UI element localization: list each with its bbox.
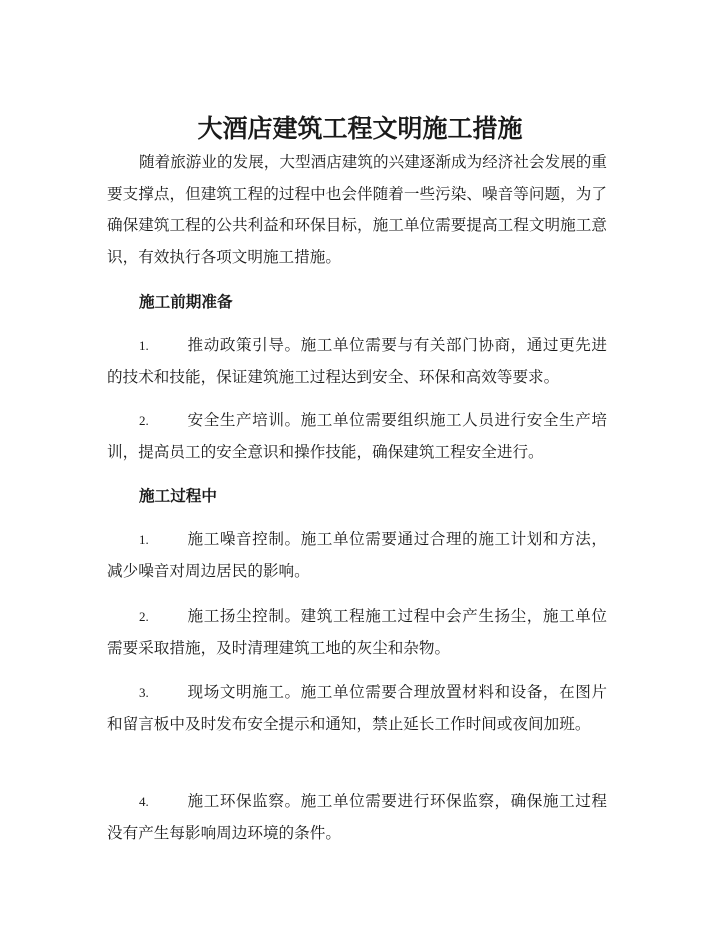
list-item xyxy=(107,677,607,740)
document-title: 大酒店建筑工程文明施工措施 xyxy=(197,114,523,143)
list-item xyxy=(107,405,607,468)
list-item-text: 施工环保监察。施工单位需要进行环保监察，确保施工过程没有产生每影响周边环境的条件。 xyxy=(107,792,607,842)
list-item xyxy=(107,524,607,587)
intro-paragraph: 随着旅游业的发展，大型酒店建筑的兴建逐渐成为经济社会发展的重要支撑点，但建筑工程的过程中也会伴随着一些污染、噪音等问题，为了确保建筑工程的公共利益和环保目标，施工单位需要提高工程文明施工意识，有效执行各项文明施工措施。 xyxy=(107,153,607,266)
section-heading-construction: 施工过程中 xyxy=(139,486,217,505)
list-item-number: 2. xyxy=(139,609,149,624)
list-item-number: 1. xyxy=(139,532,149,547)
list-item-text: 推动政策引导。施工单位需要与有关部门协商，通过更先进的技术和技能，保证建筑施工过程达到安全、环保和高效等要求。 xyxy=(107,336,607,386)
list-item-text: 安全生产培训。施工单位需要组织施工人员进行安全生产培训，提高员工的安全意识和操作技能，确保建筑工程安全进行。 xyxy=(107,411,607,461)
list-item xyxy=(107,330,607,393)
list-item-number: 4. xyxy=(139,794,149,809)
list-item xyxy=(107,786,607,849)
list-item-text: 施工扬尘控制。建筑工程施工过程中会产生扬尘，施工单位需要采取措施，及时清理建筑工地的灰尘和杂物。 xyxy=(107,607,607,657)
list-item-text: 现场文明施工。施工单位需要合理放置材料和设备，在图片和留言板中及时发布安全提示和通知，禁止延长工作时间或夜间加班。 xyxy=(107,683,607,733)
list-item-number: 2. xyxy=(139,413,149,428)
list-item-number: 1. xyxy=(139,338,149,353)
list-item xyxy=(107,601,607,664)
list-item-text: 施工噪音控制。施工单位需要通过合理的施工计划和方法，减少噪音对周边居民的影响。 xyxy=(107,530,607,580)
list-item-number: 3. xyxy=(139,685,149,700)
section-heading-preparation: 施工前期准备 xyxy=(139,292,233,311)
